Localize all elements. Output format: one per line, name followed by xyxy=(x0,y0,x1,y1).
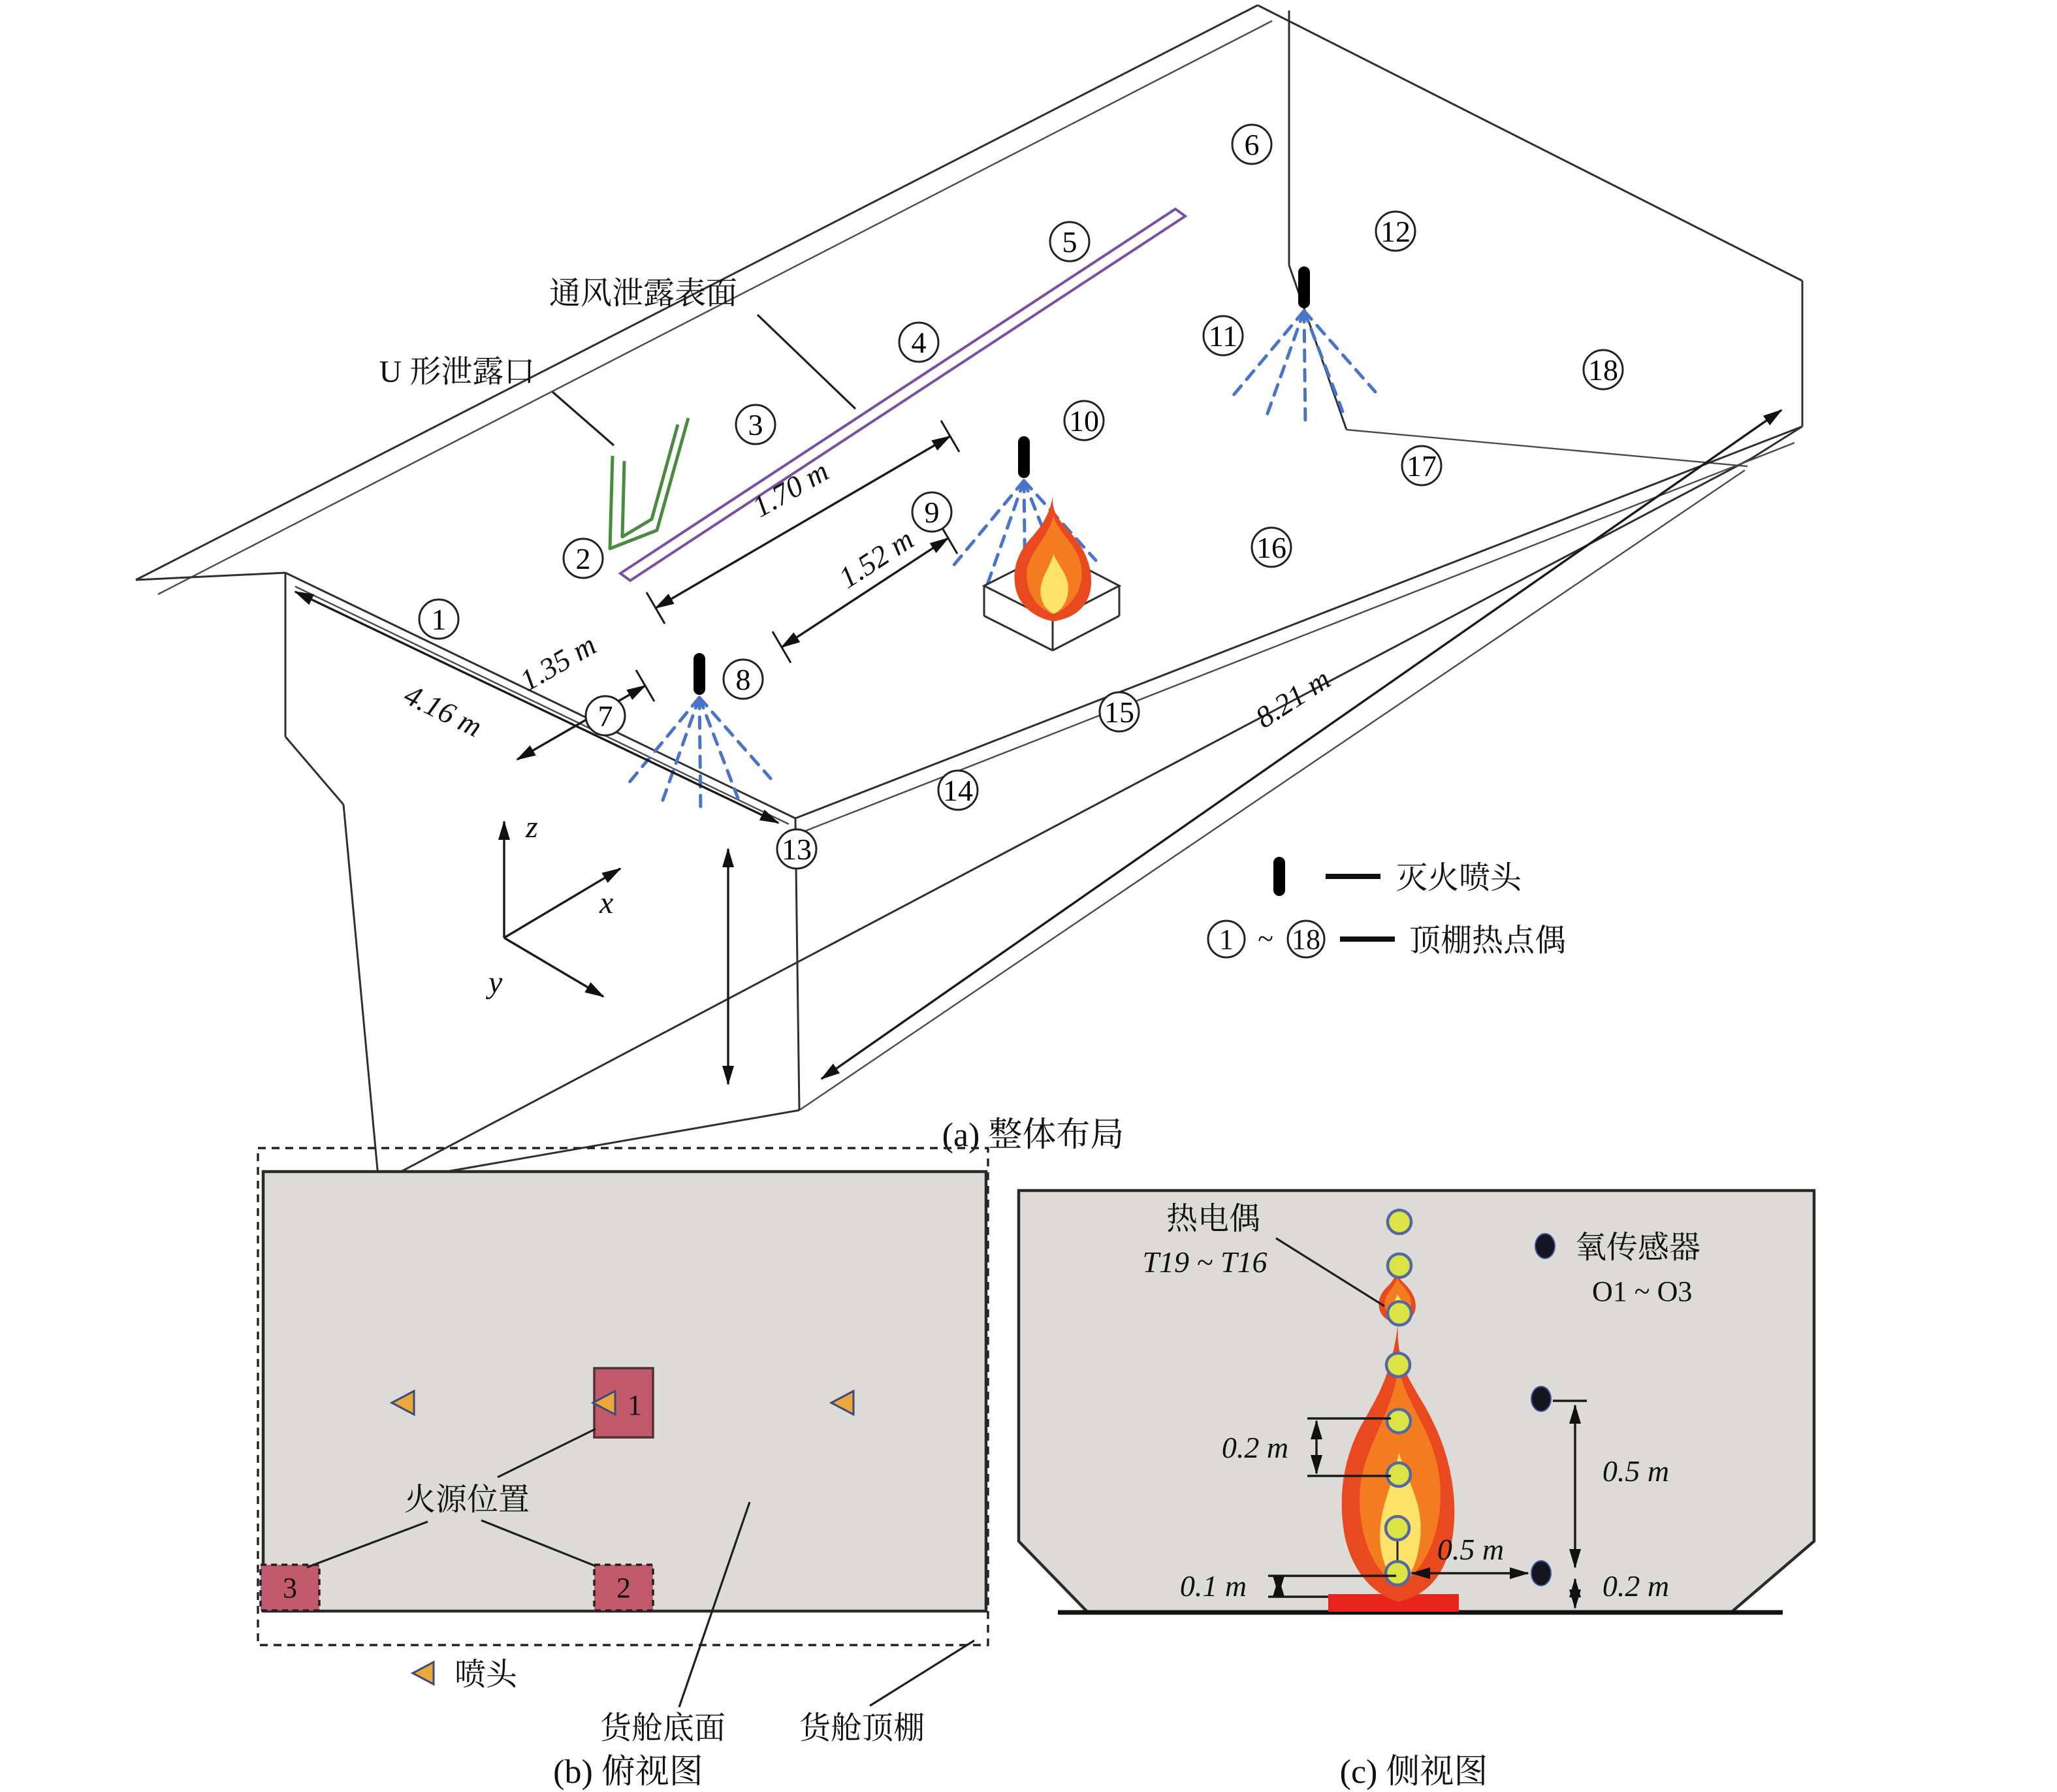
dim-4-16: 4.16 m xyxy=(399,677,488,744)
ceiling-pointer xyxy=(870,1640,974,1706)
thermocouple-marker xyxy=(724,660,763,699)
coordinate-axes xyxy=(485,810,620,1000)
legend-range-tilde: ~ xyxy=(1258,923,1273,955)
dim-1-35: 1.35 m xyxy=(514,628,602,697)
fire-source-label: 火源位置 xyxy=(404,1482,530,1517)
axis-y-label: y xyxy=(488,965,503,1000)
svg-text:17: 17 xyxy=(1407,449,1437,483)
ceiling-label: 货舱顶棚 xyxy=(799,1711,925,1746)
svg-text:7: 7 xyxy=(598,699,613,733)
spray-lines xyxy=(628,697,771,811)
fire-position-2-label: 2 xyxy=(616,1572,631,1604)
panel-b-top-view xyxy=(258,1148,988,1791)
axis-z-label: z xyxy=(526,810,538,844)
thermocouple-marker xyxy=(419,600,458,639)
svg-text:16: 16 xyxy=(1256,531,1286,564)
svg-text:11: 11 xyxy=(1208,319,1238,353)
fire-position-3-label: 3 xyxy=(283,1572,297,1604)
legend-range-start: 1 xyxy=(1219,923,1234,955)
sprinkler-legend-label: 喷头 xyxy=(454,1657,518,1692)
thermocouple-marker xyxy=(938,771,978,810)
thermocouple-label-line2: T19 ~ T16 xyxy=(1142,1245,1268,1279)
thermocouple-marker xyxy=(1376,212,1415,251)
fire-flame xyxy=(1014,493,1091,622)
thermocouple-marker xyxy=(1232,125,1271,164)
svg-text:9: 9 xyxy=(924,496,940,529)
thermocouple-marker xyxy=(777,829,816,869)
fire-position-1-label: 1 xyxy=(628,1389,642,1421)
ventilation-leak-label: 通风泄露表面 xyxy=(549,276,738,311)
thermocouple-marker xyxy=(1252,528,1291,567)
thermocouple-marker xyxy=(1100,692,1139,731)
thermocouple-marker xyxy=(912,492,951,532)
thermocouple-marker xyxy=(1584,350,1623,389)
svg-text:0.5 m: 0.5 m xyxy=(1602,1454,1670,1488)
svg-text:8: 8 xyxy=(735,663,751,696)
dim-8-21: 8.21 m xyxy=(1249,662,1336,735)
thermocouple-marker xyxy=(564,539,603,578)
svg-text:14: 14 xyxy=(943,774,973,807)
panel-a-caption: (a) 整体布局 xyxy=(942,1117,1124,1154)
svg-text:2: 2 xyxy=(575,542,591,575)
ceiling-thermocouples xyxy=(419,125,1623,869)
svg-text:18: 18 xyxy=(1588,353,1618,387)
legend-sprinkler-label: 灭火喷头 xyxy=(1396,861,1522,895)
cargo-hold-wireframe xyxy=(136,5,1802,1183)
axis-x-label: x xyxy=(599,886,614,920)
oxygen-label-line2: O1 ~ O3 xyxy=(1592,1275,1693,1307)
thermocouple-marker xyxy=(1204,316,1243,355)
dim-1-52: 1.52 m xyxy=(833,522,919,595)
svg-text:1: 1 xyxy=(431,603,447,636)
svg-text:0.1 m: 0.1 m xyxy=(1179,1569,1247,1603)
u-shaped-leak-port xyxy=(610,418,688,549)
svg-text:6: 6 xyxy=(1244,128,1260,161)
svg-text:0.5 m: 0.5 m xyxy=(1437,1533,1505,1566)
panel-a-overall-layout xyxy=(136,5,1802,1183)
thermocouple-marker xyxy=(1050,222,1089,261)
legend-range-end: 18 xyxy=(1292,923,1320,955)
u-port-label: U 形泄露口 xyxy=(379,355,535,389)
thermocouple-marker xyxy=(736,405,775,444)
oxygen-label-line1: 氧传感器 xyxy=(1575,1230,1701,1265)
dimension-arrows xyxy=(295,410,1781,1084)
svg-text:13: 13 xyxy=(782,833,812,866)
svg-text:4: 4 xyxy=(911,326,927,359)
svg-text:5: 5 xyxy=(1062,225,1077,259)
floor-label: 货舱底面 xyxy=(599,1711,726,1746)
thermocouple-label-line1: 热电偶 xyxy=(1166,1202,1261,1236)
panel-b-caption: (b) 俯视图 xyxy=(553,1753,703,1791)
svg-text:0.2 m: 0.2 m xyxy=(1221,1431,1289,1464)
dim-1-70: 1.70 m xyxy=(746,454,835,524)
panel-c-side-view xyxy=(1019,1191,1814,1791)
sprinkler-3 xyxy=(1233,266,1375,424)
sprinkler-legend-icon xyxy=(413,1662,434,1684)
sprinkler-icon xyxy=(1273,857,1285,896)
spray-lines xyxy=(1233,311,1375,424)
svg-text:10: 10 xyxy=(1069,404,1099,438)
thermocouple-marker xyxy=(1064,401,1104,440)
legend-thermocouple-label: 顶棚热点偶 xyxy=(1409,923,1567,958)
panel-a-legend xyxy=(1208,857,1566,958)
svg-text:15: 15 xyxy=(1104,696,1134,729)
ventilation-leak-pointer xyxy=(757,315,855,409)
svg-text:12: 12 xyxy=(1380,215,1411,248)
panel-c-caption: (c) 侧视图 xyxy=(1339,1753,1488,1791)
thermocouple-marker xyxy=(586,696,625,735)
thermocouple-marker xyxy=(899,323,938,362)
u-port-pointer xyxy=(552,392,614,445)
thermocouple-marker xyxy=(1402,446,1441,485)
svg-text:3: 3 xyxy=(748,408,763,441)
svg-text:0.2 m: 0.2 m xyxy=(1602,1569,1670,1603)
